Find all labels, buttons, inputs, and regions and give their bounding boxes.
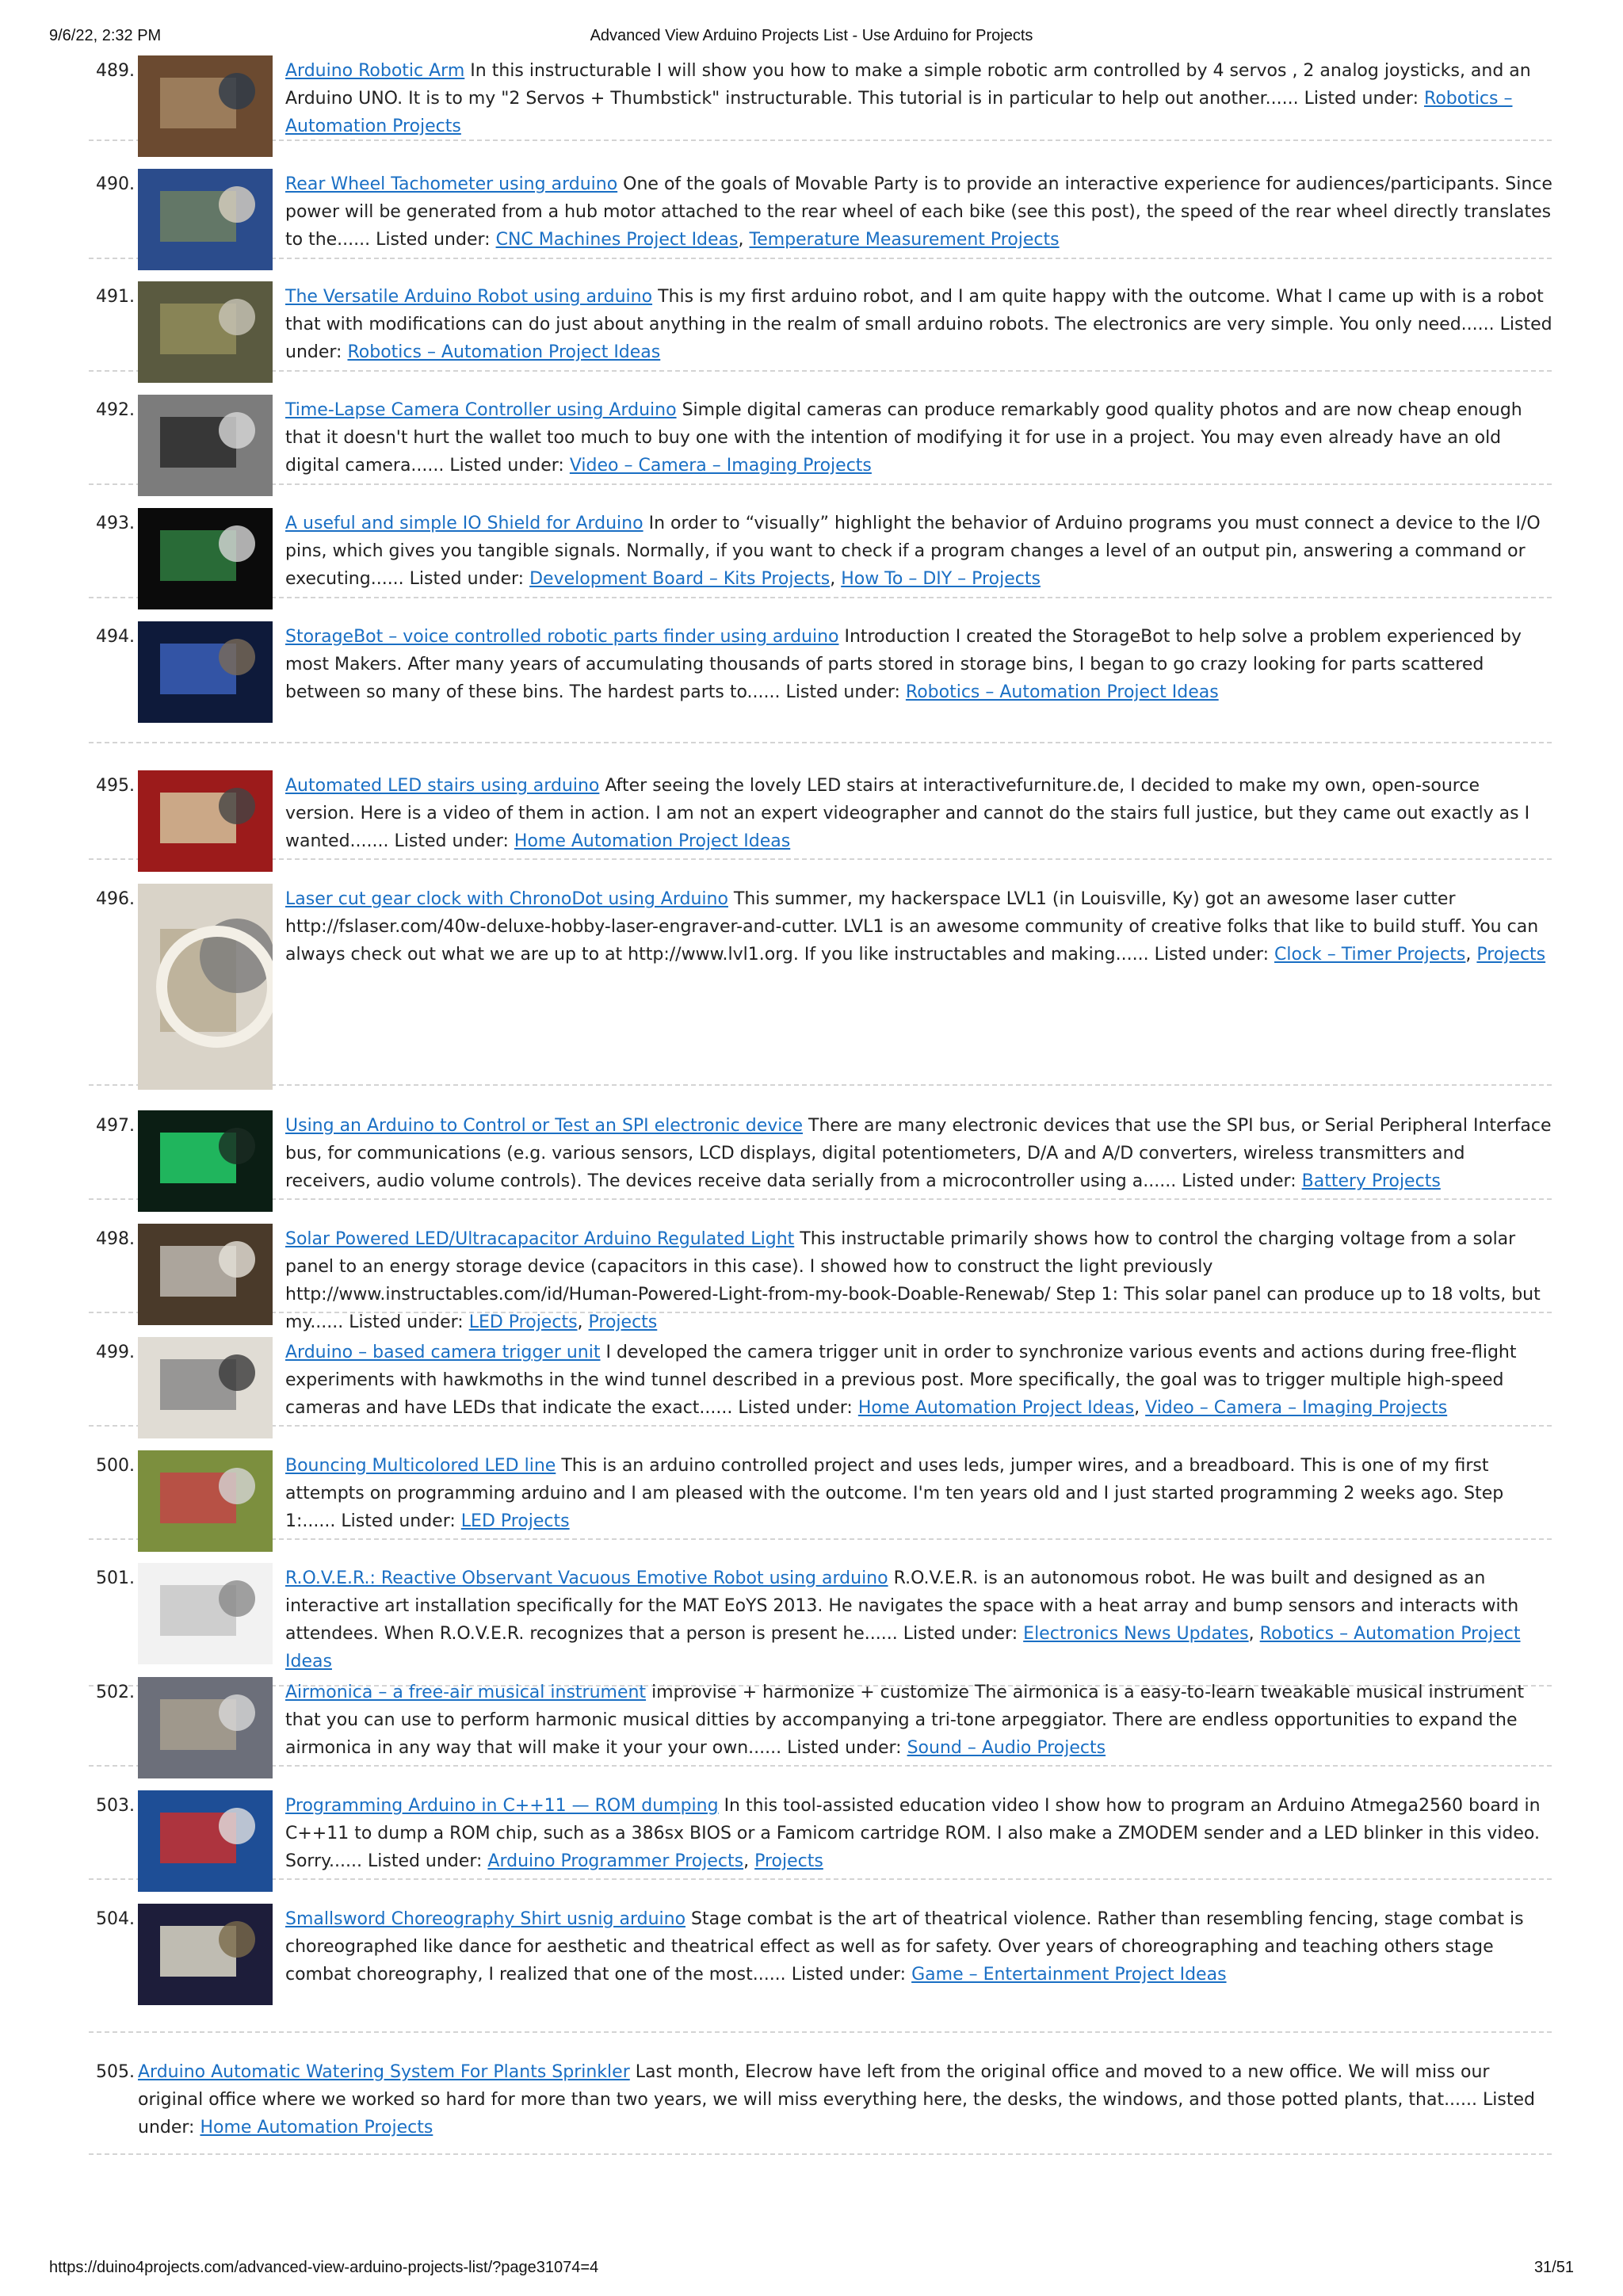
project-title-link[interactable]: Arduino – based camera trigger unit <box>285 1343 601 1362</box>
schematic-photo-thumbnail[interactable] <box>138 1563 273 1664</box>
project-description: In this tool-assisted education video I show how to program an Arduino Atmega2560 board in C++11 to dump a ROM chip, such as a 386sx BIOS or a Famicom cartridge ROM. I also make a ZMODEM sender and a LED blinker in this video. Sorry...... <box>285 1796 1541 1871</box>
project-title-link[interactable]: Time-Lapse Camera Controller using Arduino <box>285 400 677 420</box>
project-description: This instructable primarily shows how to control the charging voltage from a solar panel to an energy storage device (capacitors in this case). I showed how to construct the light previously http://www.instructables.com/id/Human-Powered-Light-from-my-book-Doable-Renewab/ Step 1: This solar panel can produce up to 18 volts, but my...... <box>285 1229 1541 1332</box>
item-text <box>285 396 1553 479</box>
project-description: This is an arduino controlled project and uses leds, jumper wires, and a breadboard. This is one of my first attempts on programming arduino and I am pleased with the outcome. I'm ten years old and I just started programming 2 weeks ago. Step 1:...... <box>285 1456 1504 1531</box>
item-text <box>285 283 1553 366</box>
category-link[interactable]: Video – Camera – Imaging Projects <box>569 456 872 476</box>
listed-under-label: Listed under: <box>341 1511 456 1531</box>
robotic-arm-photo-thumbnail[interactable] <box>138 55 273 157</box>
list-item <box>89 1337 1552 1427</box>
listed-under-label: Listed under: <box>791 1965 907 1985</box>
project-title-link[interactable]: Smallsword Choreography Shirt usnig arduino <box>285 1909 686 1929</box>
list-item <box>89 508 1552 598</box>
listed-under-label: Listed under: <box>376 230 491 250</box>
category-links: Clock – Timer Projects, Projects <box>1274 945 1546 965</box>
list-item <box>89 884 1552 1086</box>
storage-bins-photo-thumbnail[interactable] <box>138 621 273 723</box>
category-link[interactable]: Projects <box>588 1312 658 1332</box>
listed-under-label: Listed under: <box>738 1398 853 1418</box>
project-description: After seeing the lovely LED stairs at interactivefurniture.de, I decided to make my own, open-source version. Here is a video of them in action. I am not an expert videographer and cannot do the stairs full justice, but they came out exactly as I wanted....... <box>285 776 1530 851</box>
project-title-link[interactable]: Arduino Robotic Arm <box>285 61 465 81</box>
category-links: CNC Machines Project Ideas, Temperature Measurement Projects <box>495 230 1060 250</box>
item-text <box>138 2058 1553 2141</box>
category-links: Electronics News Updates, Robotics – Automation Project Ideas <box>285 1624 1521 1671</box>
item-text <box>285 623 1553 706</box>
project-title-link[interactable]: StorageBot – voice controlled robotic parts finder using arduino <box>285 627 839 647</box>
list-item <box>89 1563 1552 1687</box>
category-link[interactable]: Projects <box>1476 945 1546 965</box>
item-text <box>285 57 1553 140</box>
print-page-number: 31/51 <box>1533 2259 1574 2276</box>
list-item <box>89 1790 1552 1880</box>
category-link[interactable]: Arduino Programmer Projects <box>487 1851 744 1871</box>
item-number: 493. <box>96 514 135 533</box>
project-title-link[interactable]: The Versatile Arduino Robot using arduino <box>285 287 653 307</box>
list-item <box>89 621 1552 743</box>
listed-under-label: Listed under: <box>1304 89 1419 109</box>
category-link[interactable]: LED Projects <box>460 1511 570 1531</box>
item-number: 503. <box>96 1796 135 1816</box>
item-number: 494. <box>96 627 135 647</box>
small-robot-photo-thumbnail[interactable] <box>138 281 273 383</box>
list-item <box>89 1450 1552 1540</box>
category-link[interactable]: Sound – Audio Projects <box>907 1738 1106 1758</box>
category-links <box>911 1965 1226 1985</box>
listed-under-label: Listed under: <box>409 569 525 589</box>
project-description: Last month, Elecrow have left from the original office and moved to a new office. We will miss our original office where we worked so hard for more than two years, we will miss everything here, the desks, the windows, and those potted plants, that...... <box>138 2062 1490 2110</box>
category-links <box>906 682 1219 702</box>
item-text <box>285 885 1553 968</box>
oscilloscope-photo-thumbnail[interactable] <box>138 1110 273 1212</box>
item-number: 489. <box>96 61 135 81</box>
item-text <box>285 1112 1553 1195</box>
print-header <box>0 0 1623 48</box>
category-link[interactable]: CNC Machines Project Ideas <box>495 230 739 250</box>
category-links <box>570 456 872 476</box>
list-item <box>89 1904 1552 2033</box>
project-description: improvise + harmonize + customize The airmonica is a easy-to-learn tweakable musical instrument that you can use to perform harmonic musical ditties by accompanying a tri-tone arpeggiator. There are endless opportunities to expand the airmonica in any way that will make it your your own...... <box>285 1683 1525 1758</box>
project-description: There are many electronic devices that use the SPI bus, or Serial Peripheral Interface bus, for communications (e.g. various sensors, LCD displays, digital potentiometers, D/A and A/D converters, wireless transmitters and receivers, audio volume controls). The devices receive data serially from a microcontroller using a...... <box>285 1116 1552 1191</box>
print-url: https://duino4projects.com/advanced-view-arduino-projects-list/?page31074=4 <box>49 2259 599 2276</box>
gear-clock-photo-thumbnail[interactable] <box>138 884 273 1090</box>
category-links: Development Board – Kits Projects, How To – DIY – Projects <box>529 569 1041 589</box>
listed-under-label: Listed under: <box>394 831 509 851</box>
project-description: One of the goals of Movable Party is to provide an interactive experience for audiences/participants. Since power will be generated from a hub motor attached to the rear wheel of each bike (see this post), the speed of the rear wheel directly translates to the...... <box>285 174 1552 250</box>
breadboard-photo-thumbnail[interactable] <box>138 169 273 270</box>
item-number: 500. <box>96 1456 135 1476</box>
category-links <box>200 2118 433 2137</box>
print-datetime: 9/6/22, 2:32 PM <box>49 27 162 44</box>
item-text <box>285 1225 1553 1336</box>
list-item <box>89 395 1552 485</box>
category-link[interactable]: Game – Entertainment Project Ideas <box>911 1965 1227 1985</box>
item-number: 490. <box>96 174 135 194</box>
project-title-link[interactable]: Using an Arduino to Control or Test an SPI electronic device <box>285 1116 803 1136</box>
project-title-link[interactable]: Programming Arduino in C++11 — ROM dumping <box>285 1796 719 1816</box>
category-link[interactable]: Home Automation Project Ideas <box>514 831 791 851</box>
category-links: Arduino Programmer Projects, Projects <box>487 1851 823 1871</box>
item-number: 495. <box>96 776 135 796</box>
category-link[interactable]: Robotics – Automation Project Ideas <box>285 1624 1521 1671</box>
item-text <box>285 170 1553 254</box>
item-number: 491. <box>96 287 135 307</box>
item-number: 492. <box>96 400 135 420</box>
solar-light-photo-thumbnail[interactable] <box>138 1224 273 1325</box>
listed-under-label: Listed under: <box>1182 1171 1296 1191</box>
listed-under-label: Listed under: <box>787 1738 902 1758</box>
listed-under-label: Listed under: <box>903 1624 1018 1644</box>
item-text <box>285 1792 1553 1875</box>
category-link[interactable]: Electronics News Updates <box>1023 1624 1249 1644</box>
list-item <box>89 770 1552 860</box>
category-link[interactable]: Projects <box>754 1851 823 1871</box>
project-title-link[interactable]: Solar Powered LED/Ultracapacitor Arduino Regulated Light <box>285 1229 795 1249</box>
item-text <box>285 1905 1553 1988</box>
category-link[interactable]: Home Automation Projects <box>200 2118 433 2137</box>
list-item <box>89 1224 1552 1332</box>
list-item <box>89 1110 1552 1200</box>
item-number: 497. <box>96 1116 135 1136</box>
project-description: This summer, my hackerspace LVL1 (in Louisville, Ky) got an awesome laser cutter http://fslaser.com/40w-deluxe-hobby-laser-engraver-and-cutter. LVL1 is an awesome community of creative folks that like to build stuff. You can always check out what we are up to at http://www.lvl1.org. If you like instructables and making...... <box>285 889 1539 965</box>
item-number: 504. <box>96 1909 135 1929</box>
list-item <box>89 2057 1552 2155</box>
category-link[interactable]: Robotics – Automation Project Ideas <box>905 682 1219 702</box>
io-shield-photo-thumbnail[interactable] <box>138 508 273 609</box>
listed-under-label: Listed under: <box>138 2090 1535 2137</box>
category-link[interactable]: LED Projects <box>468 1312 578 1332</box>
category-links <box>347 342 660 362</box>
listed-under-label: Listed under: <box>367 1851 483 1871</box>
item-text <box>285 1679 1553 1762</box>
project-title-link[interactable]: A useful and simple IO Shield for Arduino <box>285 514 643 533</box>
project-title-link[interactable]: Laser cut gear clock with ChronoDot using Arduino <box>285 889 728 909</box>
project-description: This is my first arduino robot, and I am quite happy with the outcome. What I came up with is a robot that with modifications can do just about anything in the realm of small arduino robots. The electronics are very simple. You only need...... <box>285 287 1544 334</box>
category-link[interactable]: Robotics – Automation Projects <box>285 89 1513 136</box>
item-text <box>285 1564 1553 1675</box>
category-links <box>461 1511 570 1531</box>
category-link[interactable]: Development Board – Kits Projects <box>529 569 831 589</box>
project-title-link[interactable]: Airmonica – a free-air musical instrument <box>285 1683 647 1702</box>
list-item <box>89 55 1552 141</box>
print-footer <box>0 2259 1623 2290</box>
item-number: 505. <box>96 2062 135 2082</box>
category-link[interactable]: How To – DIY – Projects <box>841 569 1041 589</box>
led-board-photo-thumbnail[interactable] <box>138 770 273 872</box>
list-item <box>89 169 1552 259</box>
project-description: In order to “visually” highlight the behavior of Arduino programs you must connect a device to the I/O pins, which gives you tangible signals. Normally, if you want to check if a program changes a level of an output pin, answering a command or executing...... <box>285 514 1541 589</box>
item-text <box>285 510 1553 593</box>
project-title-link[interactable]: Automated LED stairs using arduino <box>285 776 600 796</box>
airmonica-photo-thumbnail[interactable] <box>138 1677 273 1778</box>
project-description: Simple digital cameras can produce remarkably good quality photos and are now cheap enough that it doesn't hurt the wallet too much to buy one with the intention of modifying it for use in a project. You may even already have an old digital camera...... <box>285 400 1522 476</box>
category-link[interactable]: Robotics – Automation Project Ideas <box>347 342 661 362</box>
project-title-link[interactable]: Rear Wheel Tachometer using arduino <box>285 174 618 194</box>
listed-under-label: Listed under: <box>349 1312 464 1332</box>
item-number: 501. <box>96 1568 135 1588</box>
camera-trigger-photo-thumbnail[interactable] <box>138 1337 273 1438</box>
category-link[interactable]: Clock – Timer Projects <box>1274 945 1466 965</box>
listed-under-label: Listed under: <box>785 682 900 702</box>
category-links <box>514 831 790 851</box>
item-number: 496. <box>96 889 135 909</box>
item-text <box>285 1452 1553 1535</box>
print-page-title: Advanced View Arduino Projects List - Use Arduino for Projects <box>590 27 1033 44</box>
project-description: Introduction I created the StorageBot to help solve a problem experienced by most Makers. After many years of accumulating thousands of parts stored in storage bins, I began to go crazy looking for parts scattered between so many of these bins. The hardest parts to...... <box>285 627 1522 702</box>
listed-under-label: Listed under: <box>285 315 1552 362</box>
category-links: LED Projects, Projects <box>468 1312 658 1332</box>
item-number: 498. <box>96 1229 135 1249</box>
item-text <box>285 772 1553 855</box>
category-link[interactable]: Temperature Measurement Projects <box>749 230 1060 250</box>
project-title-link[interactable]: Bouncing Multicolored LED line <box>285 1456 556 1476</box>
arduino-board-photo-thumbnail[interactable] <box>138 1790 273 1892</box>
listed-under-label: Listed under: <box>449 456 564 476</box>
item-text <box>285 1339 1553 1422</box>
item-number: 502. <box>96 1683 135 1702</box>
led-wires-photo-thumbnail[interactable] <box>138 1450 273 1552</box>
category-link[interactable]: Battery Projects <box>1301 1171 1441 1191</box>
category-links <box>1302 1171 1441 1191</box>
project-description: Stage combat is the art of theatrical violence. Rather than resembling fencing, stage combat is choreographed like dance for aesthetic and theatrical effect as well as for safety. Over years of choreographing and teaching others stage combat choreography, I realized that one of the most...... <box>285 1909 1524 1985</box>
listed-under-label: Listed under: <box>1154 945 1270 965</box>
project-description: R.O.V.E.R. is an autonomous robot. He was built and designed as an interactive art installation specifically for the MAT EoYS 2013. He navigates the space with a heat array and bump sensors and interacts with attendees. When R.O.V.E.R. recognizes that a person is present he...... <box>285 1568 1519 1644</box>
category-link[interactable]: Video – Camera – Imaging Projects <box>1145 1398 1448 1418</box>
category-links: Home Automation Project Ideas, Video – Camera – Imaging Projects <box>857 1398 1448 1418</box>
category-links <box>907 1738 1106 1758</box>
category-link[interactable]: Home Automation Project Ideas <box>857 1398 1135 1418</box>
item-number: 499. <box>96 1343 135 1362</box>
project-description: I developed the camera trigger unit in order to synchronize various events and actions during free-flight experiments with hawkmoths in the wind tunnel described in a previous post. More specifically, the goal was to trigger multiple high-speed cameras and have LEDs that indicate the exact...... <box>285 1343 1517 1418</box>
project-title-link[interactable]: Arduino Automatic Watering System For Plants Sprinkler <box>138 2062 630 2082</box>
project-description: In this instructurable I will show you how to make a simple robotic arm controlled by 4 servos , 2 analog joysticks, and an Arduino UNO. It is to my "2 Servos + Thumbstick" instructurable. This tutorial is in particular to help out another...... <box>285 61 1531 109</box>
project-title-link[interactable]: R.O.V.E.R.: Reactive Observant Vacuous Emotive Robot using arduino <box>285 1568 888 1588</box>
camera-photo-thumbnail[interactable] <box>138 395 273 496</box>
list-item <box>89 1677 1552 1767</box>
list-item <box>89 281 1552 372</box>
shirt-photo-thumbnail[interactable] <box>138 1904 273 2005</box>
